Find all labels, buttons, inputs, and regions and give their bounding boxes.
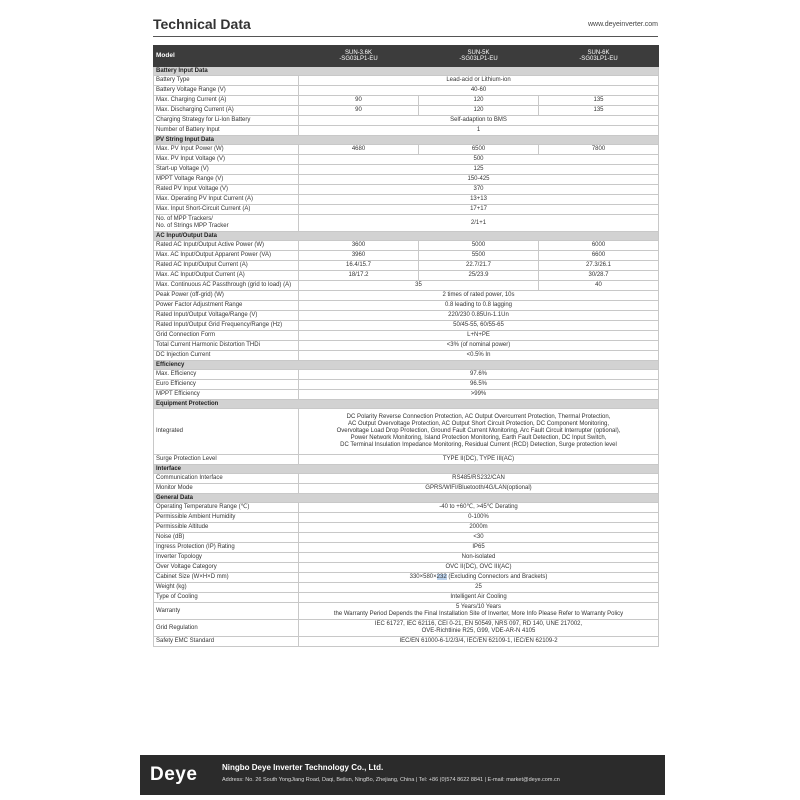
spec-label: Grid Regulation [154,620,299,637]
spec-value: 25/23.9 [419,271,539,281]
spec-value: 2 times of rated power, 10s [299,291,659,301]
spec-row [154,513,659,523]
spec-value: Self-adaption to BMS [299,116,659,126]
spec-value: IEC/EN 61000-6-1/2/3/4, IEC/EN 62109-1, IEC/EN 62109-2 [299,637,659,647]
spec-value: 6500 [419,145,539,155]
spec-value: 500 [299,155,659,165]
spec-label: Rated AC Input/Output Current (A) [154,261,299,271]
spec-label: Rated AC Input/Output Active Power (W) [154,241,299,251]
spec-value: 5000 [419,241,539,251]
section-title: Equipment Protection [154,400,659,409]
model-name: SUN-6K -SG03LP1-EU [539,46,659,67]
spec-value: 50/45-55, 60/55-65 [299,321,659,331]
technical-data-table [153,45,659,647]
spec-label: Warranty [154,603,299,620]
spec-label: Max. PV Input Voltage (V) [154,155,299,165]
spec-label: Rated Input/Output Voltage/Range (V) [154,311,299,321]
spec-value: 90 [299,106,419,116]
spec-row [154,341,659,351]
spec-value: 1 [299,126,659,136]
spec-label: Type of Cooling [154,593,299,603]
spec-value: 5500 [419,251,539,261]
spec-label: Max. Continuous AC Passthrough (grid to load) (A) [154,281,299,291]
spec-row [154,593,659,603]
spec-value: 40-60 [299,86,659,96]
spec-label: Charging Strategy for Li-Ion Battery [154,116,299,126]
text-selection-highlight[interactable]: 232 [436,574,447,580]
spec-label: Cabinet Size (W×H×D mm) [154,573,299,583]
spec-value: 125 [299,165,659,175]
spec-value: 18/17.2 [299,271,419,281]
section-header-row [154,136,659,145]
spec-label: Start-up Voltage (V) [154,165,299,175]
spec-value: 330×580×232 (Excluding Connectors and Brackets) [299,573,659,583]
spec-label: Max. Charging Current (A) [154,96,299,106]
section-title: General Data [154,494,659,503]
spec-value: 120 [419,106,539,116]
spec-value: 3600 [299,241,419,251]
spec-value: 0-100% [299,513,659,523]
spec-value: 90 [299,96,419,106]
spec-value: 30/28.7 [539,271,659,281]
spec-value: 3960 [299,251,419,261]
section-header-row [154,465,659,474]
spec-value: 5 Years/10 Years the Warranty Period Depends the Final Installation Site of Inverter, More Info Please Refer to Warranty Policy [299,603,659,620]
spec-row [154,215,659,232]
spec-label: Integrated [154,409,299,455]
spec-value: 135 [539,106,659,116]
spec-label: Permissible Ambient Humidity [154,513,299,523]
model-header-row [154,46,659,67]
spec-row [154,390,659,400]
spec-row [154,311,659,321]
spec-label: Power Factor Adjustment Range [154,301,299,311]
spec-label: Max. Operating PV Input Current (A) [154,195,299,205]
spec-value: Non-isolated [299,553,659,563]
spec-row [154,281,659,291]
spec-value: <3% (of nominal power) [299,341,659,351]
spec-value: IEC 61727, IEC 62116, CEI 0-21, EN 50549, NRS 097, RD 140, UNE 217002, OVE-Richtlinie R25, G99, VDE-AR-N 4105 [299,620,659,637]
spec-row [154,205,659,215]
page-title: Technical Data [153,16,251,32]
spec-row [154,155,659,165]
spec-row [154,533,659,543]
page-footer [140,755,665,795]
spec-row [154,76,659,86]
spec-row [154,291,659,301]
spec-label: Grid Connection Form [154,331,299,341]
spec-label: Communication Interface [154,474,299,484]
model-name: SUN-5K -SG03LP1-EU [419,46,539,67]
spec-row [154,261,659,271]
spec-value: 25 [299,583,659,593]
spec-value: GPRS/WIFI/Bluetooth/4G/LAN(optional) [299,484,659,494]
spec-row [154,195,659,205]
model-name: SUN-3.6K -SG03LP1-EU [299,46,419,67]
spec-label: Rated PV Input Voltage (V) [154,185,299,195]
spec-value: DC Polarity Reverse Connection Protection, AC Output Overcurrent Protection, Thermal Protection, AC Output Overvoltage Protection, AC Output Short Circuit Protection, DC Component Monitoring, Overvoltage Load Drop Protection, Ground Fault Current Monitoring, Arc Fault Circuit Interrupter (optional), Power Network Monitoring, Island Protection Monitoring, Earth Fault Detection, DC Input Switch, DC Terminal Insulation Impedance Monitoring, Residual Current (RCD) Detection, Surge protection level [299,409,659,455]
spec-value: 17+17 [299,205,659,215]
model-label: Model [154,46,299,67]
section-title: Battery Input Data [154,67,659,76]
spec-value: 35 [299,281,539,291]
spec-value: OVC II(DC), OVC III(AC) [299,563,659,573]
spec-row [154,370,659,380]
spec-label: Max. Efficiency [154,370,299,380]
spec-label: Battery Type [154,76,299,86]
spec-value: 2/1+1 [299,215,659,232]
deye-logo: Deye [150,764,198,785]
section-title: AC Input/Output Data [154,232,659,241]
spec-label: Max. Input Short-Circuit Current (A) [154,205,299,215]
spec-row [154,503,659,513]
spec-value: 7800 [539,145,659,155]
spec-value: 150-425 [299,175,659,185]
spec-label: Over Voltage Category [154,563,299,573]
spec-value: 97.6% [299,370,659,380]
spec-row [154,86,659,96]
spec-value: 220/230 0.85Un-1.1Un [299,311,659,321]
section-title: PV String Input Data [154,136,659,145]
spec-row [154,165,659,175]
spec-row [154,351,659,361]
spec-row [154,185,659,195]
spec-row [154,409,659,455]
spec-value: 370 [299,185,659,195]
spec-row [154,145,659,155]
spec-value: <0.5% In [299,351,659,361]
spec-value: TYPE II(DC), TYPE III(AC) [299,455,659,465]
page-header [153,14,658,37]
spec-row [154,116,659,126]
spec-value: 22.7/21.7 [419,261,539,271]
spec-value: 96.5% [299,380,659,390]
spec-value: -40 to +60℃, >45℃ Derating [299,503,659,513]
spec-value: IP65 [299,543,659,553]
spec-row [154,543,659,553]
spec-label: Number of Battery Input [154,126,299,136]
spec-value: <30 [299,533,659,543]
website-link[interactable]: www.deyeinverter.com [587,21,658,28]
spec-value: Lead-acid or Lithium-ion [299,76,659,86]
section-header-row [154,232,659,241]
spec-row [154,301,659,311]
section-title: Efficiency [154,361,659,370]
spec-row [154,321,659,331]
spec-row [154,573,659,583]
spec-label: Max. AC Input/Output Current (A) [154,271,299,281]
spec-label: Ingress Protection (IP) Rating [154,543,299,553]
spec-row [154,241,659,251]
spec-row [154,553,659,563]
spec-label: Rated Input/Output Grid Frequency/Range (Hz) [154,321,299,331]
spec-label: DC Injection Current [154,351,299,361]
spec-label: Noise (dB) [154,533,299,543]
company-address: Address: No. 26 South YongJiang Road, Daqi, Beilun, NingBo, Zhejiang, China | Tel: +86 (0)574 8622 8841 | E-mail: market@deye.com.cn [222,777,560,783]
spec-row [154,484,659,494]
spec-value: 6000 [539,241,659,251]
spec-label: Max. Discharging Current (A) [154,106,299,116]
spec-row [154,583,659,593]
section-title: Interface [154,465,659,474]
spec-row [154,251,659,261]
spec-value: 16.4/15.7 [299,261,419,271]
spec-value: >99% [299,390,659,400]
spec-value: 27.3/26.1 [539,261,659,271]
spec-row [154,620,659,637]
spec-row [154,523,659,533]
spec-label: Battery Voltage Range (V) [154,86,299,96]
spec-value: 40 [539,281,659,291]
section-header-row [154,361,659,370]
section-header-row [154,67,659,76]
spec-label: Peak Power (off-grid) (W) [154,291,299,301]
spec-value: 13+13 [299,195,659,205]
spec-row [154,331,659,341]
spec-label: No. of MPP Trackers/ No. of Strings MPP Tracker [154,215,299,232]
spec-row [154,126,659,136]
company-name: Ningbo Deye Inverter Technology Co., Ltd. [222,763,384,772]
spec-row [154,637,659,647]
spec-label: Euro Efficiency [154,380,299,390]
spec-label: MPPT Voltage Range (V) [154,175,299,185]
spec-row [154,271,659,281]
spec-label: Surge Protection Level [154,455,299,465]
spec-label: Permissible Altitude [154,523,299,533]
spec-row [154,106,659,116]
spec-row [154,474,659,484]
spec-value: 0.8 leading to 0.8 lagging [299,301,659,311]
spec-value: 6600 [539,251,659,261]
spec-label: MPPT Efficiency [154,390,299,400]
spec-label: Max. PV Input Power (W) [154,145,299,155]
spec-value: 120 [419,96,539,106]
spec-label: Monitor Mode [154,484,299,494]
spec-label: Operating Temperature Range (℃) [154,503,299,513]
spec-row [154,455,659,465]
spec-value: RS485/RS232/CAN [299,474,659,484]
spec-label: Safety EMC Standard [154,637,299,647]
spec-row [154,175,659,185]
spec-row [154,603,659,620]
spec-row [154,563,659,573]
spec-label: Weight (kg) [154,583,299,593]
spec-row [154,96,659,106]
spec-value: 2000m [299,523,659,533]
spec-label: Inverter Topology [154,553,299,563]
section-header-row [154,494,659,503]
spec-label: Max. AC Input/Output Apparent Power (VA) [154,251,299,261]
spec-value: Intelligent Air Cooling [299,593,659,603]
spec-row [154,380,659,390]
section-header-row [154,400,659,409]
spec-value: 135 [539,96,659,106]
spec-value: L+N+PE [299,331,659,341]
spec-value: 4680 [299,145,419,155]
spec-label: Total Current Harmonic Distortion THDi [154,341,299,351]
